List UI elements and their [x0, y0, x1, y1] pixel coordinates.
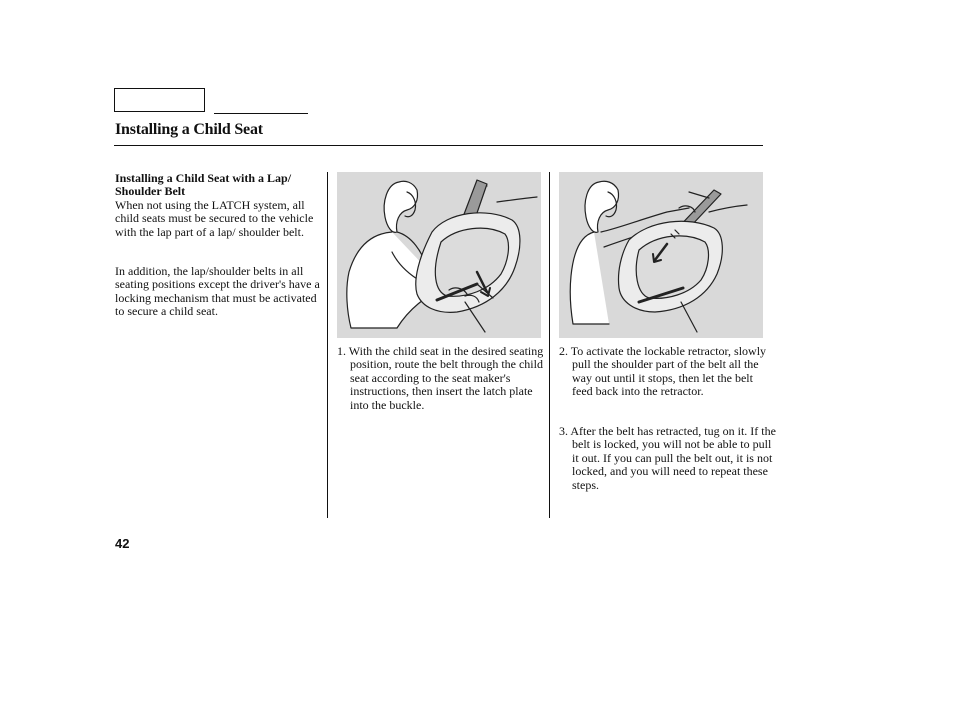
step-1: 1. With the child seat in the desired seating position, route the belt through the child seat according to the seat maker's instructions, then insert the latch plate into the buckle.: [337, 344, 544, 412]
illustration-2-drawing: [559, 172, 763, 338]
step-3: 3. After the belt has retracted, tug on it. If the belt is locked, you will not be able to pull it out. If you can pull the belt out, it is not locked, and you will need to repeat these steps.: [559, 424, 776, 492]
column-divider-left: [327, 172, 328, 518]
illustration-1-drawing: [337, 172, 541, 338]
page-title: Installing a Child Seat: [115, 121, 263, 138]
step-2: 2. To activate the lockable retractor, slowly pull the shoulder part of the belt all the way out until it stops, then let the belt feed back into the retractor.: [559, 344, 767, 399]
title-divider: [114, 145, 763, 146]
page-number: 42: [115, 536, 130, 551]
woman-pulling-shoulder-belt-illustration: [559, 172, 763, 338]
locking-mechanism-paragraph: In addition, the lap/shoulder belts in all seating positions except the driver's have a locking mechanism that must be activated to secure a child seat.: [115, 264, 320, 319]
header-tab-box: [114, 88, 205, 112]
woman-buckling-child-seat-illustration: [337, 172, 541, 338]
intro-paragraph: When not using the LATCH system, all child seats must be secured to the vehicle with the lap part of a lap/ shoulder belt.: [115, 198, 314, 239]
section-heading: Installing a Child Seat with a Lap/ Shoulder Belt: [115, 171, 292, 198]
header-tab-line: [214, 113, 308, 114]
